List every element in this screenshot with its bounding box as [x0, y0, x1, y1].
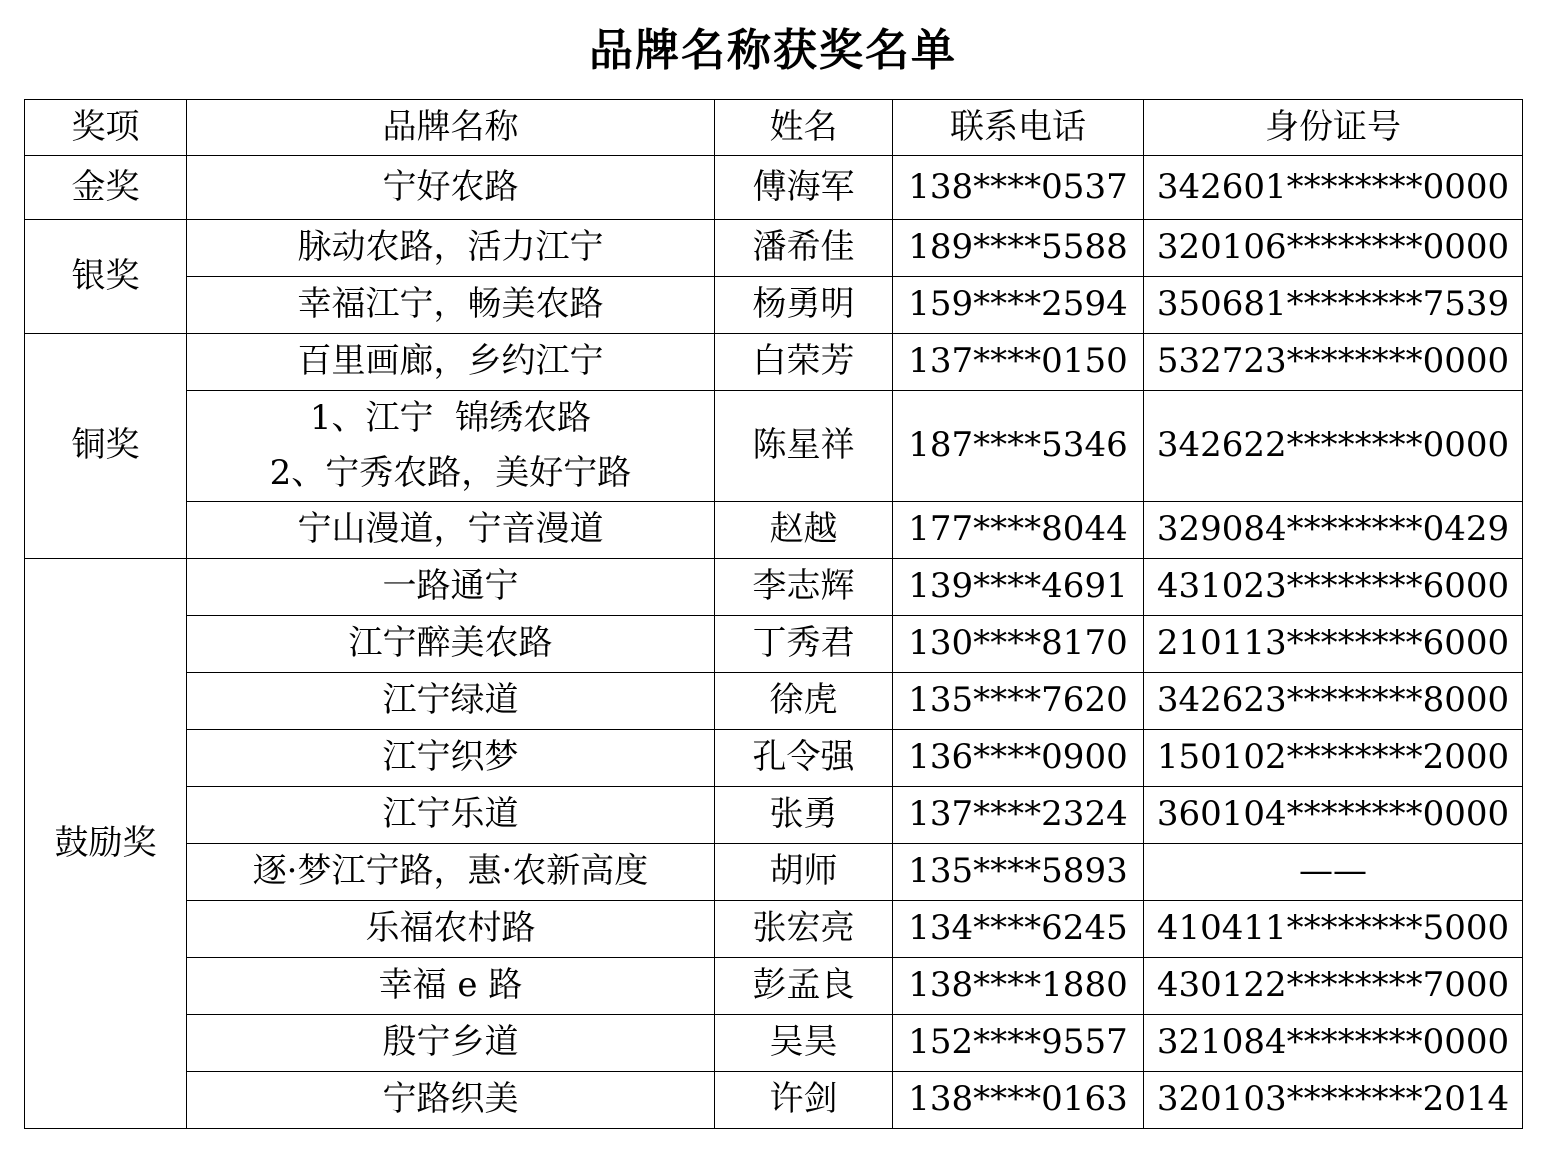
- phone-cell: 137****0150: [893, 334, 1144, 391]
- brand-cell: [187, 559, 715, 616]
- phone-cell: 187****5346: [893, 391, 1144, 502]
- id-cell: 360104********0000: [1144, 787, 1523, 844]
- brand-cell: [187, 1072, 715, 1129]
- id-cell: 150102********2000: [1144, 730, 1523, 787]
- brand-line: 脉动农路，活力江宁: [297, 227, 604, 268]
- name-cell: 胡师: [715, 844, 893, 901]
- table-row: [25, 844, 1523, 901]
- name-cell: 李志辉: [715, 559, 893, 616]
- brand-cell: [187, 844, 715, 901]
- phone-cell: 159****2594: [893, 277, 1144, 334]
- id-cell: 342601********0000: [1144, 156, 1523, 220]
- brand-line: 百里画廊，乡约江宁: [297, 341, 604, 382]
- phone-cell: 138****0537: [893, 156, 1144, 220]
- brand-cell: [187, 958, 715, 1015]
- brand-line: 1、江宁 锦绣农路: [309, 398, 592, 438]
- award-cell: 鼓励奖: [25, 559, 187, 1129]
- name-cell: 白荣芳: [715, 334, 893, 391]
- brand-line: 一路通宁: [382, 566, 519, 607]
- phone-cell: 134****6245: [893, 901, 1144, 958]
- id-cell: 320106********0000: [1144, 220, 1523, 277]
- id-cell: 321084********0000: [1144, 1015, 1523, 1072]
- id-cell: 532723********0000: [1144, 334, 1523, 391]
- name-cell: 孔令强: [715, 730, 893, 787]
- awards-table: [24, 99, 1523, 1129]
- name-cell: 张勇: [715, 787, 893, 844]
- brand-cell: [187, 616, 715, 673]
- brand-line: 宁山漫道，宁音漫道: [297, 509, 604, 550]
- brand-cell: [187, 787, 715, 844]
- brand-cell: [187, 277, 715, 334]
- table-row: [25, 559, 1523, 616]
- table-row: [25, 730, 1523, 787]
- header-phone: 联系电话: [893, 100, 1144, 156]
- phone-cell: 138****1880: [893, 958, 1144, 1015]
- brand-line: 幸福江宁，畅美农路: [297, 284, 604, 325]
- brand-line: 江宁乐道: [382, 794, 519, 835]
- name-cell: 丁秀君: [715, 616, 893, 673]
- table-header-row: [25, 100, 1523, 156]
- brand-cell: [187, 334, 715, 391]
- brand-line: 殷宁乡道: [382, 1022, 519, 1063]
- id-cell: 329084********0429: [1144, 502, 1523, 559]
- phone-cell: 138****0163: [893, 1072, 1144, 1129]
- brand-cell: [187, 673, 715, 730]
- table-row: [25, 334, 1523, 391]
- header-id: 身份证号: [1144, 100, 1523, 156]
- brand-line: 江宁醉美农路: [348, 623, 553, 664]
- award-cell: 铜奖: [25, 334, 187, 559]
- brand-cell: [187, 901, 715, 958]
- brand-line: 逐·梦江宁路，惠·农新高度: [252, 851, 649, 892]
- table-row: [25, 1072, 1523, 1129]
- table-row: [25, 673, 1523, 730]
- brand-line: 江宁绿道: [382, 680, 519, 721]
- brand-cell: [187, 1015, 715, 1072]
- phone-cell: 139****4691: [893, 559, 1144, 616]
- phone-cell: 177****8044: [893, 502, 1144, 559]
- table-row: [25, 901, 1523, 958]
- id-cell: 320103********2014: [1144, 1072, 1523, 1129]
- table-row: [25, 616, 1523, 673]
- id-cell: 342622********0000: [1144, 391, 1523, 502]
- table-row: [25, 958, 1523, 1015]
- id-cell: 342623********8000: [1144, 673, 1523, 730]
- brand-cell: [187, 220, 715, 277]
- id-cell: 350681********7539: [1144, 277, 1523, 334]
- header-award: 奖项: [25, 100, 187, 156]
- phone-cell: 152****9557: [893, 1015, 1144, 1072]
- header-name: 姓名: [715, 100, 893, 156]
- id-cell: 410411********5000: [1144, 901, 1523, 958]
- phone-cell: 137****2324: [893, 787, 1144, 844]
- brand-line: 宁好农路: [382, 166, 519, 207]
- brand-line: 江宁织梦: [382, 737, 519, 778]
- table-row: [25, 277, 1523, 334]
- table-row: [25, 220, 1523, 277]
- header-brand: 品牌名称: [187, 100, 715, 156]
- brand-line: 2、宁秀农路，美好宁路: [269, 453, 632, 493]
- phone-cell: 130****8170: [893, 616, 1144, 673]
- brand-line: 幸福 e 路: [378, 965, 523, 1006]
- phone-cell: 136****0900: [893, 730, 1144, 787]
- phone-cell: 135****5893: [893, 844, 1144, 901]
- name-cell: 陈星祥: [715, 391, 893, 502]
- awards-table-body: [25, 100, 1523, 1129]
- id-cell: 431023********6000: [1144, 559, 1523, 616]
- name-cell: 徐虎: [715, 673, 893, 730]
- brand-line: 乐福农村路: [365, 908, 536, 949]
- brand-cell: [187, 391, 715, 502]
- award-cell: 银奖: [25, 220, 187, 334]
- table-row: [25, 1015, 1523, 1072]
- phone-cell: 135****7620: [893, 673, 1144, 730]
- id-cell: 430122********7000: [1144, 958, 1523, 1015]
- name-cell: 杨勇明: [715, 277, 893, 334]
- name-cell: 赵越: [715, 502, 893, 559]
- brand-cell: [187, 730, 715, 787]
- name-cell: 傅海军: [715, 156, 893, 220]
- id-cell: 210113********6000: [1144, 616, 1523, 673]
- name-cell: 张宏亮: [715, 901, 893, 958]
- name-cell: 潘希佳: [715, 220, 893, 277]
- table-row: [25, 156, 1523, 220]
- brand-cell: [187, 502, 715, 559]
- table-row: [25, 787, 1523, 844]
- name-cell: 彭孟良: [715, 958, 893, 1015]
- name-cell: 许剑: [715, 1072, 893, 1129]
- page-title: 品牌名称获奖名单: [589, 25, 957, 76]
- name-cell: 吴昊: [715, 1015, 893, 1072]
- brand-cell: [187, 156, 715, 220]
- id-cell: ——: [1144, 844, 1523, 901]
- table-row: [25, 391, 1523, 502]
- table-row: [25, 502, 1523, 559]
- phone-cell: 189****5588: [893, 220, 1144, 277]
- award-cell: 金奖: [25, 156, 187, 220]
- brand-line: 宁路织美: [382, 1079, 519, 1120]
